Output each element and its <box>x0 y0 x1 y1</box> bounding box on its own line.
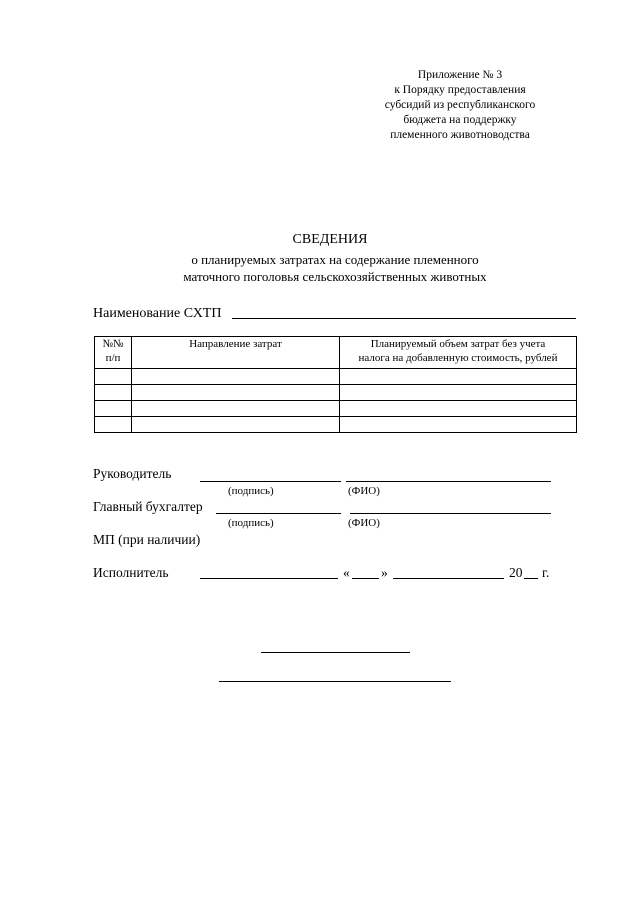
appendix-line: бюджета на поддержку <box>403 114 517 126</box>
table-row <box>95 369 577 385</box>
date-year-field[interactable] <box>524 578 538 579</box>
header-direction: Направление затрат <box>132 337 340 369</box>
table-cell[interactable] <box>95 385 132 401</box>
bottom-separator-short <box>261 652 410 653</box>
org-name-label: Наименование СХТП <box>93 306 222 321</box>
appendix-line: Приложение № 3 <box>417 69 503 81</box>
date-quote-open: « <box>343 565 350 580</box>
table-cell[interactable] <box>132 417 340 433</box>
date-day-field[interactable] <box>352 578 379 579</box>
head-signature-field[interactable] <box>200 481 341 482</box>
table-cell[interactable] <box>340 369 577 385</box>
head-name-hint: (ФИО) <box>348 485 380 497</box>
accountant-name-field[interactable] <box>350 513 551 514</box>
table-row <box>95 417 577 433</box>
accountant-name-hint: (ФИО) <box>348 517 380 529</box>
stamp-label: МП (при наличии) <box>93 532 201 547</box>
appendix-line: субсидий из республиканского <box>384 99 536 111</box>
table-cell[interactable] <box>340 401 577 417</box>
appendix-note <box>340 68 580 143</box>
table-row <box>95 401 577 417</box>
head-label: Руководитель <box>93 466 172 481</box>
appendix-line: племенного животноводства <box>390 129 530 141</box>
table-row <box>95 385 577 401</box>
table-cell[interactable] <box>132 401 340 417</box>
table-cell[interactable] <box>340 417 577 433</box>
accountant-signature-field[interactable] <box>216 513 341 514</box>
table-cell[interactable] <box>95 369 132 385</box>
table-cell[interactable] <box>95 401 132 417</box>
costs-table <box>94 336 577 433</box>
date-year-suffix: г. <box>542 565 550 580</box>
accountant-signature-hint: (подпись) <box>228 517 274 529</box>
table-cell[interactable] <box>132 369 340 385</box>
org-name-field[interactable] <box>232 318 576 319</box>
document-title: СВЕДЕНИЯ <box>292 232 368 247</box>
date-year-prefix: 20 <box>509 565 523 580</box>
subtitle-line: о планируемых затратах на содержание племенного <box>191 252 479 267</box>
date-quote-close: » <box>381 565 388 580</box>
executor-label: Исполнитель <box>93 565 169 580</box>
table-cell[interactable] <box>95 417 132 433</box>
head-signature-hint: (подпись) <box>228 485 274 497</box>
header-amount: Планируемый объем затрат без учета налога на добавленную стоимость, рублей <box>340 337 577 369</box>
table-header-row <box>95 337 577 369</box>
subtitle-line: маточного поголовья сельскохозяйственных животных <box>183 269 487 284</box>
table-cell[interactable] <box>340 385 577 401</box>
table-cell[interactable] <box>132 385 340 401</box>
bottom-separator-long <box>219 681 451 682</box>
executor-field[interactable] <box>200 578 338 579</box>
date-month-field[interactable] <box>393 578 504 579</box>
appendix-line: к Порядку предоставления <box>394 84 526 96</box>
document-subtitle <box>120 251 550 285</box>
head-name-field[interactable] <box>346 481 551 482</box>
accountant-label: Главный бухгалтер <box>93 499 203 514</box>
header-number: №№ п/п <box>95 337 132 369</box>
